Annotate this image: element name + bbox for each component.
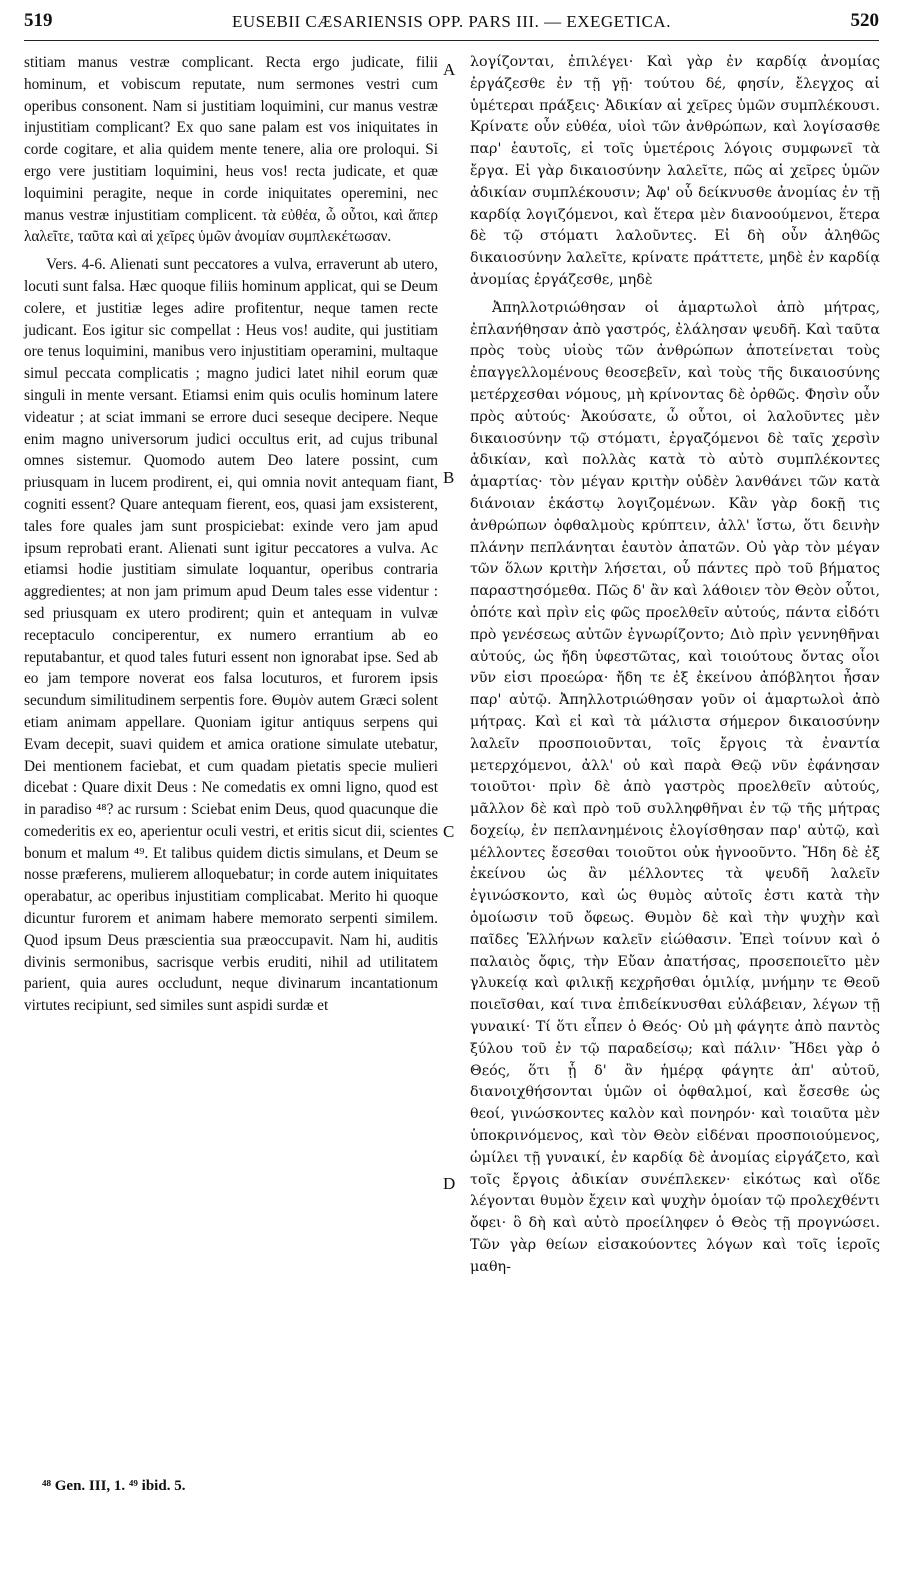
margin-marker-d: D [443, 1174, 456, 1193]
margin-marker-b: B [443, 468, 455, 487]
header-rule [24, 40, 879, 41]
margin-marker-a: A [443, 60, 456, 79]
greek-paragraph-1: λογίζονται, ἐπιλέγει· Καὶ γὰρ ἐν καρδίᾳ ἀνομίας ἐργάζεσθε ἐν τῇ γῇ· τούτου δέ, φησίν, ἔλεγχος αἱ ὑμέτεραι πράξεις· Ἀδικίαν αἱ χεῖρες ὑμῶν συμπλέκουσι. Κρίνατε οὖν εὐθέα, υἱοὶ τῶν ἀνθρώπων, καὶ λογίσασθε παρ' ἑαυτοῖς, εἰ τοῖς ὑμετέροις λόγοις συμφωνεῖ τὰ ἔργα. Εἰ γὰρ δικαιοσύνην λαλεῖτε, πῶς αἱ χεῖρες ὑμῶν ἀδικίαν συμπλέκουσιν; Ἀφ' οὗ δείκνυσθε ἀνομίας ἐν τῇ καρδίᾳ λογιζόμενοι, καὶ ἕτερα μὲν διανοούμενοι, ἕτερα δὲ τῷ στόματι λαλοῦντες. Εἰ δὴ οὖν ἀληθῶς δικαιοσύνην λαλεῖτε, κρίνατε πράττετε, μηδὲ ἐν καρδίᾳ ἀνομίας ἐργάζεσθε, μηδὲ [470, 54, 880, 288]
left-page-number: 519 [24, 10, 53, 31]
running-title: EUSEBII CÆSARIENSIS OPP. PARS III. — EXEGETICA. [232, 12, 671, 31]
latin-paragraph-2: Vers. 4-6. Alienati sunt peccatores a vulva, erraverunt ab utero, locuti sunt falsa. Hæc quoque filiis hominum applicat, qui se Deum colere, et justitiæ leges adire profitentur, neque tamen recte judicant. Eos igitur sic compellat : Heus vos! audite, qui justitiam ore tenus loquimini, manibus vero injustitiam operamini, multaque simul peccata complicatis ; magno judici latet nihil eorum quæ singuli in mente versant. Etiamsi enim quis oculis hominum latere videatur ; at sciat immani se errore duci seseque decipere. Neque enim magno universorum judici occultus erit, ad cujus tribunal omnes sistemur. Quomodo autem Deo latere possint, cum priusquam in lucem prodirent, ei, qui omnia novit antequam fiant, cogniti essent? Quare antequam fierent, eos, quasi jam exsisterent, tales fore quales jam sunt prospiciebat: exinde vero jam apud ipsum reprobati erant. Alienati sunt igitur peccatores a vulva. Ac etiamsi hodie justitiam simulate loquantur, operibus contraria aggredientes; at non jam primum apud Deum tales esse videntur : sed priusquam ex utero prodirent; quin et antequam in vulvæ receptaculo conciperentur, ex numero errantium ab eo reputabantur, et quod tales futuri essent non ignorabat ipse. Sed ab eo jam tempore noverat eos falsa locuturos, et furorem ipsis secundum similitudinem serpentis fore. Θυμὸν autem Græci solent etiam animam appellare. Quoniam igitur antiquus serpens qui Evam decepit, suavi quidem et amica oratione simulate utebatur, Dei mentionem faciebat, et cum quadam pietatis specie mulieri dicebat : Quare dixit Deus : Ne comedatis ex omni ligno, quod est in paradiso ⁴⁸? ac rursum : Sciebat enim Deus, quod quacunque die comederitis ex eo, aperientur oculi vestri, et eritis sicut dii, scientes bonum et malum ⁴⁹. Et talibus quidem dictis simulans, et Deum se nosse præferens, mulierem alloquebatur; in corde autem iniquitates operabatur, ac operibus injustitiam complicabat. Merito hi quoque dicuntur furorem et animam habere memorato serpenti similem. Quod ipsum Deus præscientia sua præoccupavit. Nam hi, auditis divinis sermonibus, sacrisque verbis eruditi, nihil ad utilitatem parient, quia aures occludunt, neque divinarum incantationum virtutes recipiunt, sed similes sunt aspidi surdæ et [24, 256, 438, 1015]
margin-marker-c: C [443, 822, 455, 841]
latin-paragraph-1: stitiam manus vestræ complicant. Recta ergo judicate, filii hominum, et vobiscum reputate, num sermones vestri cum operibus consonent. Nam si justitiam loquimini, cur manus vestræ injustitiam complicant? Ex quo sane palam est vos iniquitates in corde cogitare, et alia quidem mente tenere, alia ore proloqui. Si ergo vere justitiam loquimini, heus vos! recta judicate, et quæ loquimini peragite, neque in corde iniquitates operemini, nec manus vestræ injustitiam complicent. τὰ εὐθέα, ὦ οὗτοι, καὶ ἅπερ λαλεῖτε, ταῦτα καὶ αἱ χεῖρες ὑμῶν ἀνομίαν συμπλεκέτωσαν. [24, 54, 438, 246]
greek-paragraph-2: Ἀπηλλοτριώθησαν οἱ ἁμαρτωλοὶ ἀπὸ μήτρας, ἐπλανήθησαν ἀπὸ γαστρός, ἐλάλησαν ψευδῆ. Καὶ ταῦτα πρὸς τοὺς υἱοὺς τῶν ἀνθρώπων ἀποτείνεται τοὺς ἐπαγγελλομένους θεοσεβεῖν, καὶ τοὺς τῆς δικαιοσύνης μετέρχεσθαι νόμους, μὴ κρίνοντας δὲ ὀρθῶς. Φησὶν οὖν πρὸς αὐτούς· Ἀκούσατε, ὦ οὗτοι, οἱ λαλοῦντες μὲν δικαιοσύνην τῷ στόματι, ἐργαζόμενοι δὲ ταῖς χερσὶν ἀδικίαν, καὶ πολλὰς κατὰ τὸ αὐτὸ συμπλέκοντες ἁμαρτίας· τὸν μέγαν κριτὴν οὐδὲν λανθάνει τῶν κατὰ διάνοιαν ἑκάστῳ λογιζομένων. Κἂν γὰρ δοκῇ τις ἀνθρώπων ὀφθαλμοὺς κρύπτειν, ἀλλ' ἴστω, ὅτι δεινὴν πλάνην πεπλάνηται ἑαυτὸν ἀπατῶν. Οὐ γὰρ τὸν μέγαν τῶν ὅλων κριτὴν λήσεται, οὗ πάντες πρὸ τοῦ βήματος παραστησόμεθα. Πῶς δ' ἂν καὶ λάθοιεν τὸν Θεὸν οὗτοι, ὁπότε καὶ πρὶν εἰς φῶς προελθεῖν αὐτούς, πάντα εἰδότι πρὸ γενέσεως αὐτῶν ἐγνωρίζοντο; Διὸ πρὶν γεννηθῆναι αὐτούς, ὡς ἤδη ὑφεστῶτας, καὶ τοιούτους ὄντας οἷοι νῦν εἰσι προεώρα· ἤδη τε ἐξ ἐκείνου ἀπόβλητοι ἦσαν παρ' αὐτῷ. Ἀπηλλοτριώθησαν γοῦν οἱ ἁμαρτωλοὶ ἀπὸ μήτρας. Καὶ εἰ καὶ τὰ μάλιστα σήμερον δικαιοσύνην λαλεῖν προσποιοῦνται, τοῖς ἔργοις τὰ ἐναντία μετερχόμενοι, ἀλλ' οὐ καὶ παρὰ Θεῷ νῦν ἐφάνησαν τοιοῦτοι· πρὶν δὲ ἀπὸ γαστρὸς προελθεῖν αὐτούς, μᾶλλον δὲ καὶ πρὸ τοῦ συλληφθῆναι ἐν τῷ τῆς μήτρας δοχείῳ, ἐν πεπλανημένοις ἐλογίσθησαν παρ' αὐτῷ, καὶ μέλλοντες ἔσεσθαι τοιοῦτοι οὐκ ἠγνοοῦντο. Ἤδη δὲ ἐξ ἐκείνου ὡς ἂν μέλλοντες τὰ ψευδῆ λαλεῖν ἐγινώσκοντο, καὶ ὡς θυμὸς αὐτοῖς ἐστι κατὰ τὴν ὁμοίωσιν τοῦ ὄφεως. Θυμὸν δὲ καὶ τὴν ψυχὴν καὶ παῖδες Ἑλλήνων καλεῖν εἰώθασιν. Ἐπεὶ τοίνυν καὶ ὁ παλαιὸς ὄφις, τὴν Εὔαν ἀπατήσας, προσεποιεῖτο μὲν γλυκείᾳ καὶ φιλικῇ κεχρῆσθαι ὁμιλίᾳ, μνήμην τε Θεοῦ ποιεῖσθαι, καί τινα ἐπιδείκνυσθαι εὐλάβειαν, λέγων τῇ γυναικί· Τί ὅτι εἶπεν ὁ Θεός· Οὐ μὴ φάγητε ἀπὸ παντὸς ξύλου τοῦ ἐν τῷ παραδείσῳ; καὶ πάλιν· Ἤδει γὰρ ὁ Θεός, ὅτι ᾗ δ' ἂν ἡμέρᾳ φάγητε ἀπ' αὐτοῦ, διανοιχθήσονται ὑμῶν οἱ ὀφθαλμοί, καὶ ἔσεσθε ὡς θεοί, γινώσκοντες καλὸν καὶ πονηρόν· καὶ τοιαῦτα μὲν ὑποκρινόμενος, καὶ τὸν Θεὸν εἰδέναι προσποιούμενος, ὡμίλει τῇ γυναικί, ἐν καρδίᾳ δὲ ἀνομίας εἰργάζετο, καὶ τοῖς ἔργοις ἀδικίαν συνέπλεκεν· εἰκότως καὶ οἵδε λέγονται θυμὸν ἔχειν καὶ ψυχὴν ὁμοίαν τῷ προλεχθέντι ὄφει· ὃ δὴ καὶ αὐτὸ προείληφεν ὁ Θεὸς τῇ προγνώσει. Τῶν γὰρ θείων εἰσακούοντες λόγων καὶ τοῖς ἱεροῖς μαθη- [470, 299, 880, 1275]
page-header [24, 10, 879, 38]
greek-column [470, 52, 880, 1285]
right-page-number: 520 [850, 10, 879, 31]
latin-column [24, 52, 438, 1023]
footnotes: ⁴⁸ Gen. III, 1. ⁴⁹ ibid. 5. [42, 1478, 186, 1494]
margin-markers [441, 52, 467, 1452]
